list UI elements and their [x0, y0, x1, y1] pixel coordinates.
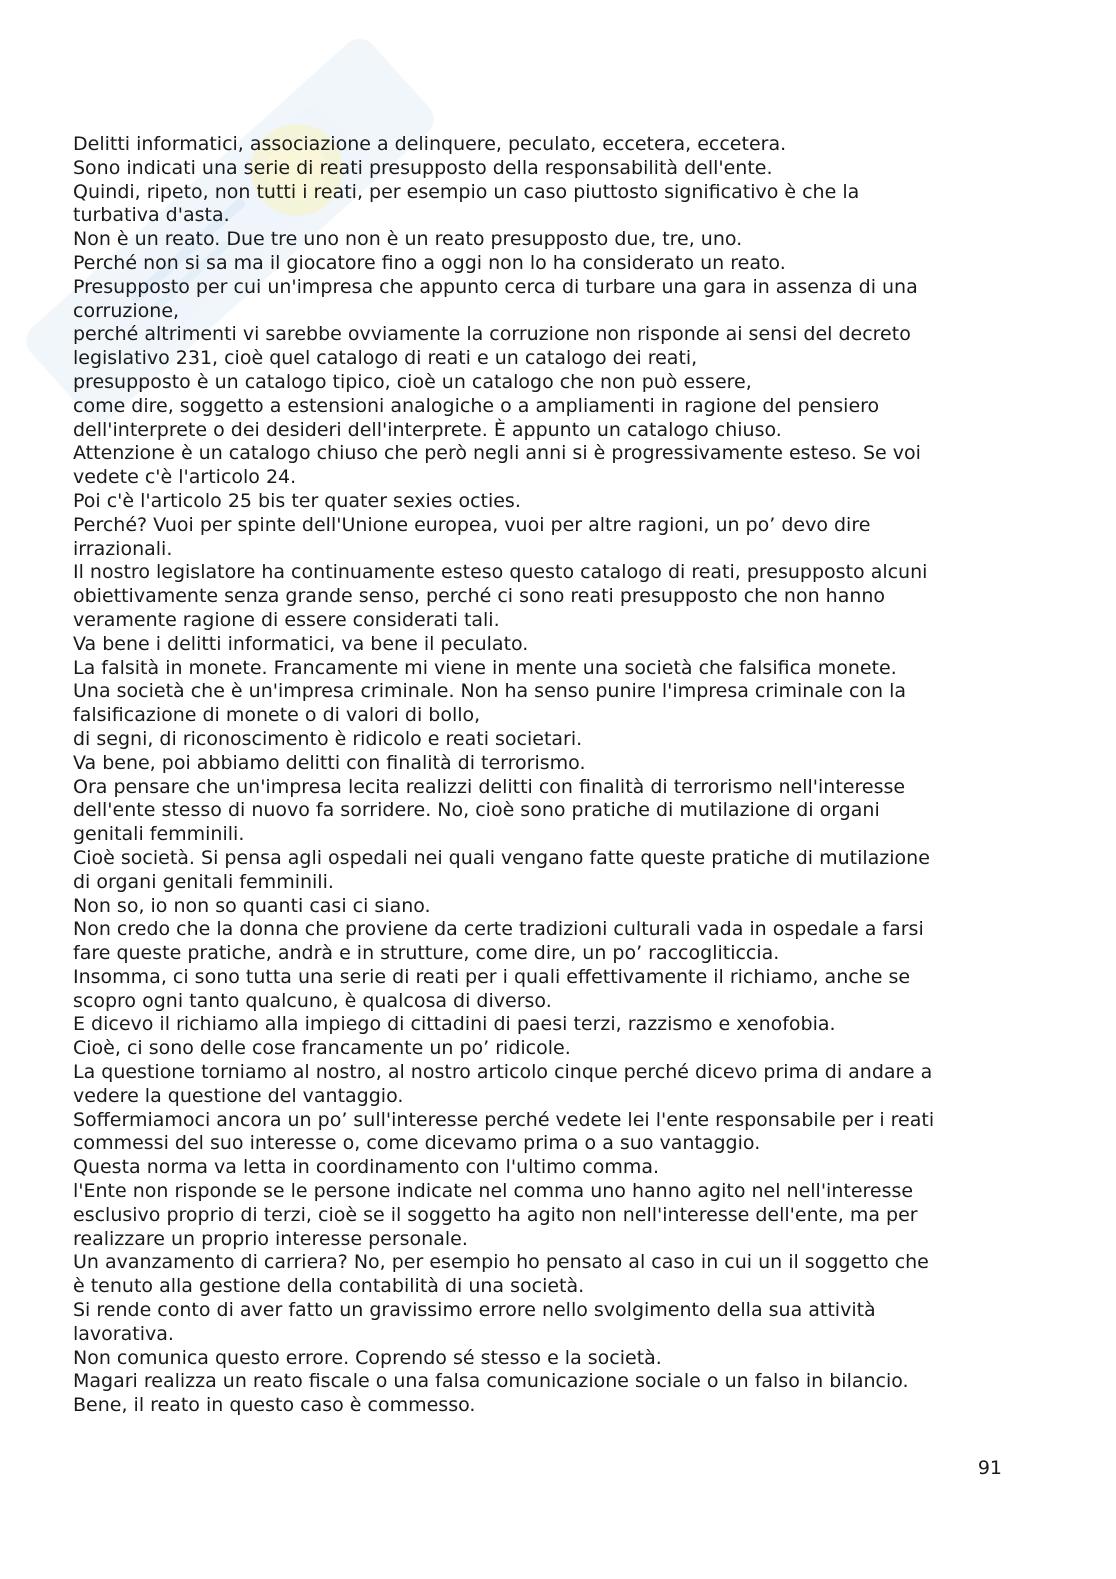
text-line: presupposto è un catalogo tipico, cioè un catalogo che non può essere, [73, 370, 752, 393]
text-line: è tenuto alla gestione della contabilità di una società. [73, 1275, 585, 1298]
text-line: Poi c'è l'articolo 25 bis ter quater sexies octies. [73, 489, 521, 512]
text-line: E dicevo il richiamo alla impiego di cittadini di paesi terzi, razzismo e xenofobia. [73, 1013, 836, 1036]
text-line: genitali femminili. [73, 823, 245, 846]
text-line: esclusivo proprio di terzi, cioè se il soggetto ha agito non nell'interesse dell'ente, ma per [73, 1203, 918, 1226]
text-line: Insomma, ci sono tutta una serie di reati per i quali effettivamente il richiamo, anche se [73, 965, 911, 988]
text-line: di segni, di riconoscimento è ridicolo e reati societari. [73, 727, 583, 750]
text-line: Non comunica questo errore. Coprendo sé stesso e la società. [73, 1346, 662, 1369]
text-line: come dire, soggetto a estensioni analogiche o a ampliamenti in ragione del pensiero [73, 394, 880, 417]
text-line: Sono indicati una serie di reati presupposto della responsabilità dell'ente. [73, 156, 773, 179]
text-line: Va bene, poi abbiamo delitti con finalità di terrorismo. [73, 751, 586, 774]
text-line: legislativo 231, cioè quel catalogo di reati e un catalogo dei reati, [73, 347, 698, 370]
text-line: vedere la questione del vantaggio. [73, 1084, 404, 1107]
text-line: Non è un reato. Due tre uno non è un reato presupposto due, tre, uno. [73, 228, 743, 251]
text-line: corruzione, [73, 299, 180, 322]
text-line: obiettivamente senza grande senso, perché ci sono reati presupposto che non hanno [73, 585, 886, 608]
text-line: Perché? Vuoi per spinte dell'Unione europea, vuoi per altre ragioni, un po’ devo dire [73, 513, 871, 536]
text-line: Una società che è un'impresa criminale. Non ha senso punire l'impresa criminale con la [73, 680, 907, 703]
text-line: Si rende conto di aver fatto un gravissimo errore nello svolgimento della sua attività [73, 1299, 876, 1322]
text-line: Questa norma va letta in coordinamento con l'ultimo comma. [73, 1156, 660, 1179]
text-line: Non credo che la donna che proviene da certe tradizioni culturali vada in ospedale a farsi [73, 918, 924, 941]
text-line: Perché non si sa ma il giocatore fino a oggi non lo ha considerato un reato. [73, 251, 786, 274]
text-line: Cioè, ci sono delle cose francamente un po’ ridicole. [73, 1037, 571, 1060]
text-line: Delitti informatici, associazione a delinquere, peculato, eccetera, eccetera. [73, 133, 787, 155]
text-line: Magari realizza un reato fiscale o una falsa comunicazione sociale o un falso in bilancio. [73, 1370, 909, 1393]
text-line: commessi del suo interesse o, come dicevamo prima o a suo vantaggio. [73, 1132, 761, 1155]
text-line: Il nostro legislatore ha continuamente esteso questo catalogo di reati, presupposto alcuni [73, 561, 928, 584]
text-line: veramente ragione di essere considerati tali. [73, 608, 500, 631]
text-line: La questione torniamo al nostro, al nostro articolo cinque perché dicevo prima di andare a [73, 1061, 933, 1084]
text-line: turbativa d'asta. [73, 204, 230, 227]
text-line: Non so, io non so quanti casi ci siano. [73, 894, 431, 917]
text-line: Bene, il reato in questo caso è commesso. [73, 1394, 476, 1417]
text-line: dell'interprete o dei desideri dell'interprete. È appunto un catalogo chiuso. [73, 418, 782, 441]
text-line: La falsità in monete. Francamente mi viene in mente una società che falsifica monete. [73, 656, 897, 679]
page-number: 91 [977, 1457, 1002, 1479]
text-line: scopro ogni tanto qualcuno, è qualcosa di diverso. [73, 989, 552, 1012]
text-line: Soffermiamoci ancora un po’ sull'interesse perché vedete lei l'ente responsabile per i reati [73, 1108, 935, 1131]
text-line: l'Ente non risponde se le persone indicate nel comma uno hanno agito nel nell'interesse [73, 1180, 914, 1203]
text-line: perché altrimenti vi sarebbe ovviamente la corruzione non risponde ai sensi del decreto [73, 323, 911, 346]
text-line: irrazionali. [73, 537, 173, 560]
text-line: Cioè società. Si pensa agli ospedali nei quali vengano fatte queste pratiche di mutilazione [73, 846, 930, 869]
text-line: lavorativa. [73, 1322, 174, 1345]
text-line: dell'ente stesso di nuovo fa sorridere. No, cioè sono pratiche di mutilazione di organi [73, 799, 880, 822]
text-line: vedete c'è l'articolo 24. [73, 466, 297, 489]
text-line: Presupposto per cui un'impresa che appunto cerca di turbare una gara in assenza di una [73, 275, 918, 298]
body-text [73, 133, 1073, 1418]
text-line: Un avanzamento di carriera? No, per esempio ho pensato al caso in cui un il soggetto che [73, 1251, 929, 1274]
text-line: realizzare un proprio interesse personale. [73, 1227, 468, 1250]
text-line: falsificazione di monete o di valori di bollo, [73, 704, 481, 727]
text-line: Attenzione è un catalogo chiuso che però negli anni si è progressivamente esteso. Se voi [73, 442, 921, 465]
text-line: fare queste pratiche, andrà e in strutture, come dire, un po’ raccogliticcia. [73, 942, 780, 965]
text-line: Ora pensare che un'impresa lecita realizzi delitti con finalità di terrorismo nell'interesse [73, 775, 906, 798]
text-line: di organi genitali femminili. [73, 870, 334, 893]
text-line: Va bene i delitti informatici, va bene il peculato. [73, 632, 529, 655]
text-line: Quindi, ripeto, non tutti i reati, per esempio un caso piuttosto significativo è che la [73, 180, 860, 203]
